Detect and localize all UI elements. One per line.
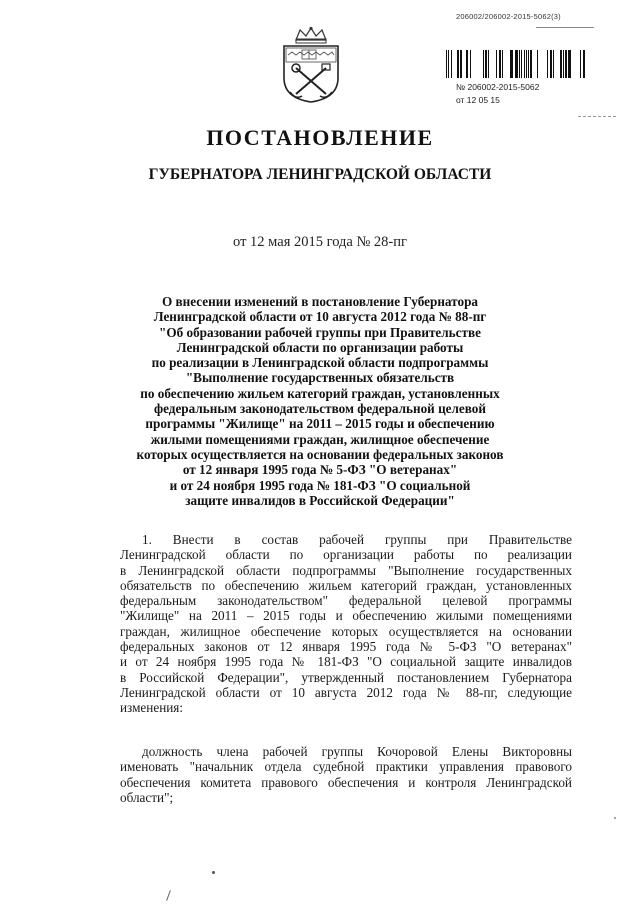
scan-speck xyxy=(614,817,616,819)
coat-of-arms-icon xyxy=(278,26,344,104)
body-line: обязательств по обеспечению жильем категорий граждан, установленных xyxy=(120,577,572,593)
barcode-bar xyxy=(547,50,548,78)
barcode-bar xyxy=(565,50,567,78)
stamp-dashed-line xyxy=(578,116,616,118)
barcode-bar xyxy=(521,50,522,78)
body-line: области"; xyxy=(120,789,174,805)
top-reference-number: 206002/206002-2015-5062(3) xyxy=(456,12,561,21)
barcode-bar xyxy=(466,50,468,78)
body-line: в Ленинградской области подпрограммы "Выполнение государственных xyxy=(120,562,572,578)
heading-line: защите инвалидов в Российской Федерации" xyxy=(185,492,455,508)
body-line: "Жилище" на 2011 – 2015 годы и обеспечению жилыми помещениями xyxy=(120,608,572,624)
body-line: федеральным законодательством" федеральной целевой программы xyxy=(120,593,572,609)
heading-line: жилыми помещениями граждан, жилищное обеспечение xyxy=(150,431,490,447)
barcode-icon xyxy=(446,50,586,78)
document-type-title: ПОСТАНОВЛЕНИЕ xyxy=(206,125,434,150)
barcode-bar xyxy=(483,50,484,78)
barcode-bar xyxy=(515,50,518,78)
barcode-bar xyxy=(580,50,581,78)
barcode-bar xyxy=(460,50,462,78)
barcode-bar xyxy=(470,50,471,78)
barcode-bar xyxy=(563,50,564,78)
body-line: должность члена рабочей группы Кочоровой Елены Викторовны xyxy=(142,744,572,759)
body-paragraph-2 xyxy=(120,744,572,805)
barcode-bar xyxy=(488,50,489,78)
barcode-bar xyxy=(485,50,487,78)
heading-line: программы "Жилище" на 2011 – 2015 годы и обеспечению xyxy=(145,416,495,432)
scan-mark xyxy=(166,890,171,901)
crossed-anchor-key-icon xyxy=(290,64,332,97)
body-paragraph-1 xyxy=(120,532,572,716)
heading-line: которых осуществляется на основании федеральных законов xyxy=(136,446,504,462)
barcode-bar xyxy=(560,50,562,78)
body-line: Ленинградской области от 10 августа 2012 года № 88-пг, следующие xyxy=(120,684,572,700)
barcode-bar xyxy=(510,50,513,78)
top-reference-underline xyxy=(536,27,594,28)
barcode-bar xyxy=(583,50,585,78)
body-line: обеспечения комитета правового обеспечения и контроля Ленинградской xyxy=(120,774,572,790)
barcode-bar xyxy=(502,50,503,78)
heading-line: Ленинградской области от 10 августа 2012 года № 88-пг xyxy=(153,309,487,325)
scan-speck xyxy=(212,871,215,874)
barcode-bar xyxy=(457,50,459,78)
registration-date: от 12 05 15 xyxy=(456,95,500,105)
barcode-bar xyxy=(568,50,571,78)
heading-line: от 12 января 1995 года № 5-ФЗ "О ветеранах" xyxy=(182,462,458,478)
heading-line: по реализации в Ленинградской области подпрограммы xyxy=(151,355,489,371)
heading-line: "Об образовании рабочей группы при Правительстве xyxy=(159,324,481,340)
registration-number: № 206002-2015-5062 xyxy=(456,82,540,92)
body-line: федеральных законов от 12 января 1995 года № 5-ФЗ "О ветеранах" xyxy=(120,639,572,655)
crown-icon xyxy=(296,27,326,43)
heading-line: "Выполнение государственных обязательств xyxy=(185,370,455,386)
barcode-bar xyxy=(524,50,525,78)
body-line: изменения: xyxy=(120,700,184,716)
body-line: граждан, жилищное обеспечение которых осуществляется на основании xyxy=(120,623,572,639)
heading-line: О внесении изменений в постановление Губернатора xyxy=(161,294,479,309)
barcode-bar xyxy=(528,50,529,78)
barcode-bar xyxy=(446,50,447,78)
body-line: именовать "начальник отдела судебной практики управления правового xyxy=(120,759,572,775)
heading-line: федеральным законодательством федеральной целевой xyxy=(153,401,486,417)
heading-line: по обеспечению жильем категорий граждан, установленных xyxy=(140,385,500,401)
document-issuer: ГУБЕРНАТОРА ЛЕНИНГРАДСКОЙ ОБЛАСТИ xyxy=(148,166,492,183)
barcode-bar xyxy=(553,50,554,78)
barcode-bar xyxy=(550,50,552,78)
body-line: 1. Внести в состав рабочей группы при Правительстве xyxy=(142,532,572,547)
document-date-number: от 12 мая 2015 года № 28-пг xyxy=(233,234,407,250)
body-line: Ленинградской области по организации работы по реализации xyxy=(120,547,572,563)
barcode-bar xyxy=(451,50,452,78)
document-heading xyxy=(100,294,540,508)
barcode-bar xyxy=(526,50,527,78)
heading-line: и от 24 ноября 1995 года № 181-ФЗ "О социальной xyxy=(169,477,471,493)
heading-line: Ленинградской области по организации работы xyxy=(176,339,464,355)
barcode-bar xyxy=(519,50,520,78)
barcode-bar xyxy=(537,50,538,78)
barcode-bar xyxy=(530,50,532,78)
body-line: и от 24 ноября 1995 года № 181-ФЗ "О социальной защите инвалидов xyxy=(120,654,572,670)
barcode-bar xyxy=(496,50,497,78)
body-line: в Российской Федерации", утвержденный постановлением Губернатора xyxy=(120,669,572,685)
barcode-bar xyxy=(448,50,449,78)
barcode-bar xyxy=(499,50,501,78)
